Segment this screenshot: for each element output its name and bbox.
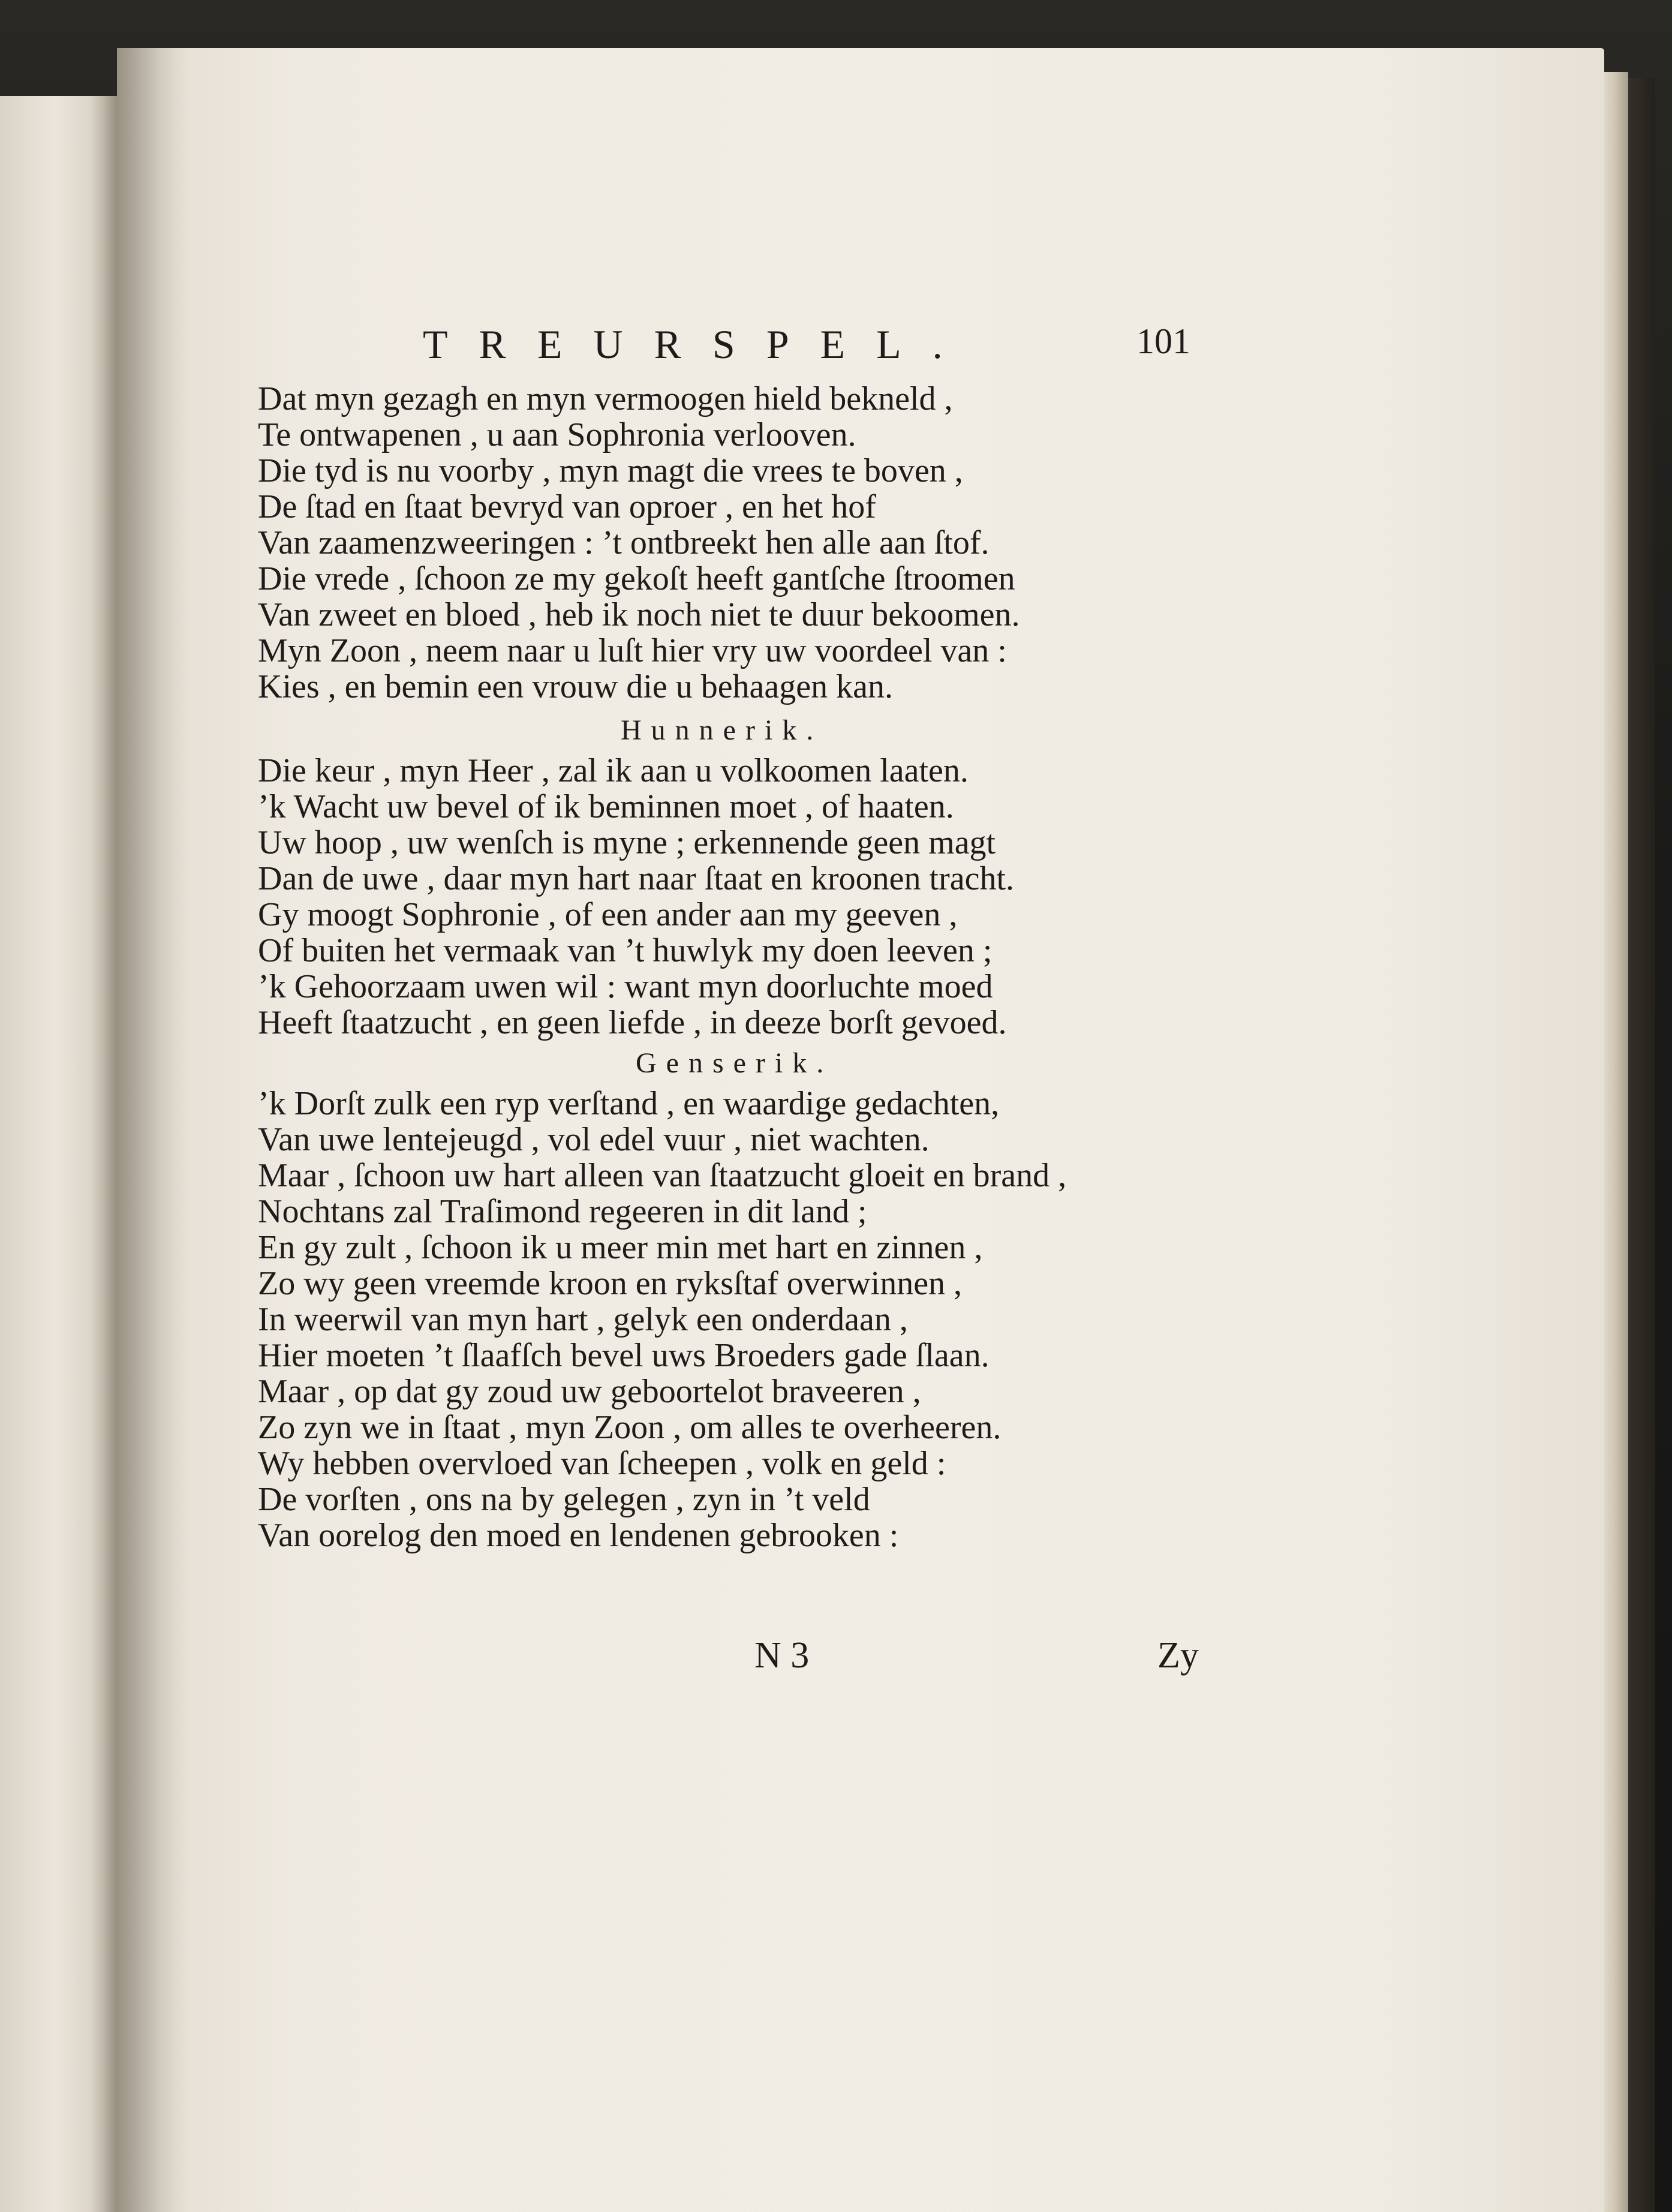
verse-line: De vorſten , ons na by gelegen , zyn in ’t veld bbox=[258, 1481, 870, 1518]
verse-line: Die tyd is nu voorby , myn magt die vrees te boven , bbox=[258, 452, 963, 489]
verse-line: ’k Wacht uw bevel of ik beminnen moet , of haaten. bbox=[258, 788, 954, 825]
speaker-name: Hunnerik. bbox=[621, 714, 823, 746]
verse-line: Die vrede , ſchoon ze my gekoſt heeft gantſche ſtroomen bbox=[258, 560, 1015, 597]
verse-line: Heeft ſtaatzucht , en geen liefde , in deeze borſt gevoed. bbox=[258, 1004, 1007, 1041]
verse-line: Maar , ſchoon uw hart alleen van ſtaatzucht gloeit en brand , bbox=[258, 1157, 1067, 1194]
verse-line: Van zaamenzweeringen : ’t ontbreekt hen alle aan ſtof. bbox=[258, 524, 990, 561]
signature-mark: N 3 bbox=[754, 1635, 810, 1676]
verse-line: De ſtad en ſtaat bevryd van oproer , en het hof bbox=[258, 488, 876, 525]
verse-line: Te ontwapenen , u aan Sophronia verlooven. bbox=[258, 416, 856, 453]
verse-line: Van zweet en bloed , heb ik noch niet te duur bekoomen. bbox=[258, 596, 1020, 633]
verse-line: Dat myn gezagh en myn vermoogen hield bekneld , bbox=[258, 380, 953, 417]
verse-line: In weerwil van myn hart , gelyk een onderdaan , bbox=[258, 1301, 908, 1338]
verse-line: Dan de uwe , daar myn hart naar ſtaat en kroonen tracht. bbox=[258, 860, 1015, 897]
running-head: TREURSPEL. bbox=[423, 321, 974, 367]
verse-line: Maar , op dat gy zoud uw geboortelot braveeren , bbox=[258, 1373, 921, 1410]
verse-line: Zo zyn we in ſtaat , myn Zoon , om alles te overheeren. bbox=[258, 1409, 1002, 1446]
verse-line: Hier moeten ’t ſlaafſch bevel uws Broeders gade ſlaan. bbox=[258, 1337, 990, 1374]
verse-line: ’k Gehoorzaam uwen wil : want myn doorluchte moed bbox=[258, 968, 993, 1005]
verse-line: Of buiten het vermaak van ’t huwlyk my doen leeven ; bbox=[258, 932, 993, 969]
verse-line: Van oorelog den moed en lendenen gebrooken : bbox=[258, 1517, 899, 1554]
catchword: Zy bbox=[1157, 1635, 1199, 1676]
verse-line: Wy hebben overvloed van ſcheepen , volk en geld : bbox=[258, 1445, 946, 1482]
verse-line: ’k Dorſt zulk een ryp verſtand , en waardige gedachten, bbox=[258, 1085, 1000, 1122]
speaker-name: Genserik. bbox=[636, 1047, 834, 1079]
verse-line: Gy moogt Sophronie , of een ander aan my geeven , bbox=[258, 896, 958, 933]
verse-line: Zo wy geen vreemde kroon en ryksſtaf overwinnen , bbox=[258, 1265, 963, 1302]
verse-line: Van uwe lentejeugd , vol edel vuur , niet wachten. bbox=[258, 1121, 930, 1158]
verse-line: Die keur , myn Heer , zal ik aan u volkoomen laaten. bbox=[258, 752, 969, 789]
page-number: 101 bbox=[1136, 321, 1190, 361]
verse-line: En gy zult , ſchoon ik u meer min met hart en zinnen , bbox=[258, 1229, 983, 1266]
verse-line: Nochtans zal Traſimond regeeren in dit land ; bbox=[258, 1193, 867, 1230]
verse-line: Myn Zoon , neem naar u luſt hier vry uw voordeel van : bbox=[258, 632, 1007, 669]
verse-line: Kies , en bemin een vrouw die u behaagen kan. bbox=[258, 668, 893, 705]
verse-line: Uw hoop , uw wenſch is myne ; erkennende geen magt bbox=[258, 824, 996, 861]
